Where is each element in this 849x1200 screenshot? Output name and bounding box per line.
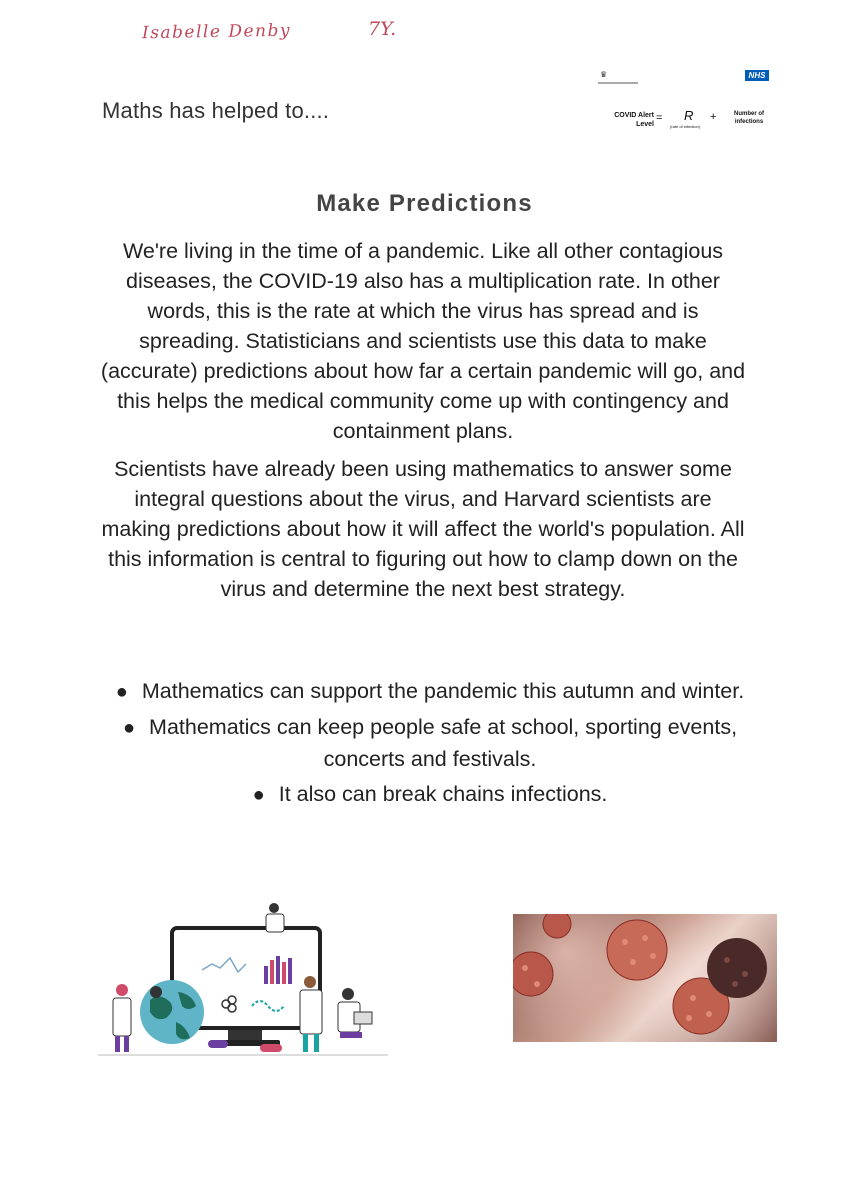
formula-r: R bbox=[684, 108, 694, 123]
nhs-logo: NHS bbox=[745, 70, 769, 81]
coronavirus-photo bbox=[513, 914, 777, 1042]
formula-r-caption: (rate of infection) bbox=[670, 124, 701, 129]
bullet-dot-icon: ● bbox=[122, 717, 136, 739]
intro-text: Maths has helped to.... bbox=[102, 98, 330, 123]
year-group: 7Y. bbox=[368, 18, 397, 40]
page-heading: Make Predictions bbox=[316, 190, 533, 217]
author-name: Isabelle Denby bbox=[141, 20, 292, 44]
formula-equals: = bbox=[656, 112, 663, 124]
bullet-dot-icon: ● bbox=[115, 681, 128, 703]
list-item: ● Mathematics can support the pandemic this autumn and winter. bbox=[115, 679, 745, 703]
formula-covid-alert-level: COVID Alert Level bbox=[614, 112, 654, 128]
government-crest-icon: ♛ bbox=[600, 70, 608, 79]
government-label bbox=[598, 82, 638, 84]
coronavirus-particles-icon bbox=[513, 914, 777, 1042]
list-item: ● It also can break chains infections. bbox=[252, 782, 608, 806]
formula-plus: + bbox=[710, 111, 717, 123]
scientists-illustration bbox=[98, 900, 390, 1060]
covid-alert-formula bbox=[604, 108, 776, 134]
paragraph-scientists: Scientists have already been using mathematics to answer some integral questions about the virus, and Harvard scientists are making predictions about how it will affect the world's population. All this information is central to figuring out how to clamp down on the virus and determine the next best strategy. bbox=[101, 457, 745, 601]
bullet-list bbox=[100, 676, 760, 815]
formula-number-of-infections: Number of infections bbox=[734, 111, 764, 125]
paragraph-pandemic: We're living in the time of a pandemic. Like all other contagious diseases, the COVID-19 also has a multiplication rate. In other words, this is the rate at which the virus has spread and is spreading. Statisticians and scientists use this data to make (accurate) predictions about how far a certain pandemic will go, and this helps the medical community come up with contingency and containment plans. bbox=[100, 239, 746, 443]
list-item: ● Mathematics can keep people safe at school, sporting events, concerts and festivals. bbox=[122, 715, 738, 771]
bullet-dot-icon: ● bbox=[252, 784, 265, 806]
